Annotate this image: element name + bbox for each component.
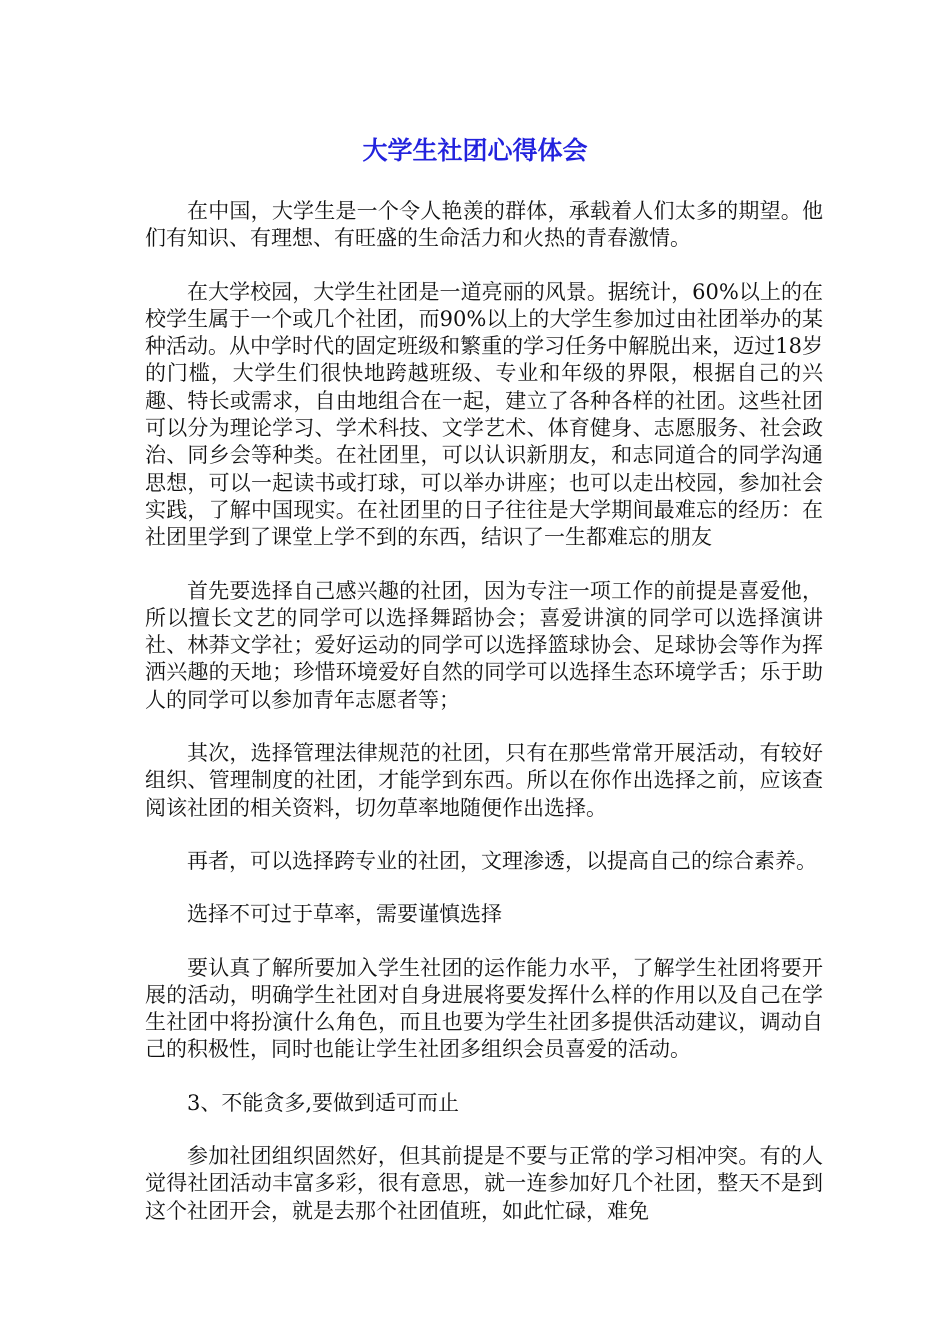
paragraph-heading-moderation: 3、不能贪多,要做到适可而止 [187, 1090, 460, 1115]
paragraph-understand-club: 要认真了解所要加入学生社团的运作能力水平，了解学生社团将要开展的活动，明确学生社团对自身进展将要发挥什么样的作用以及自己在学生社团中将扮演什么角色，而且也要为学生社团多提供活动建议，调动自己的积极性，同时也能让学生社团多组织会员喜爱的活动。 [145, 955, 823, 1062]
paragraph-cross-discipline: 再者，可以选择跨专业的社团，文理渗透，以提高自己的综合素养。 [187, 848, 817, 873]
paragraph-heading-careful: 选择不可过于草率，需要谨慎选择 [187, 902, 502, 927]
paragraph-campus-clubs: 在大学校园，大学生社团是一道亮丽的风景。据统计，60%以上的在校学生属于一个或几个社团，而90%以上的大学生参加过由社团举办的某种活动。从中学时代的固定班级和繁重的学习任务中解脱出来，迈过18岁的门槛，大学生们很快地跨越班级、专业和年级的界限，根据自己的兴趣、特长或需求，自由地组合在一起，建立了各种各样的社团。这些社团可以分为理论学习、学术科技、文学艺术、体育健身、志愿服务、社会政治、同乡会等种类。在社团里，可以认识新朋友，和志同道合的同学沟通思想，可以一起读书或打球，可以举办讲座；也可以走出校园，参加社会实践，了解中国现实。在社团里的日子往往是大学期间最难忘的经历：在社团里学到了课堂上学不到的东西，结识了一生都难忘的朋友 [145, 279, 823, 550]
paragraph-study-conflict: 参加社团组织固然好，但其前提是不要与正常的学习相冲突。有的人觉得社团活动丰富多彩，很有意思，就一连参加好几个社团，整天不是到这个社团开会，就是去那个社团值班，如此忙碌，难免 [145, 1144, 823, 1223]
paragraph-choose-interest: 首先要选择自己感兴趣的社团，因为专注一项工作的前提是喜爱他，所以擅长文艺的同学可以选择舞蹈协会；喜爱讲演的同学可以选择演讲社、林莽文学社；爱好运动的同学可以选择篮球协会、足球协会等作为挥洒兴趣的天地；珍惜环境爱好自然的同学可以选择生态环境学舌；乐于助人的同学可以参加青年志愿者等； [145, 578, 823, 712]
paragraph-intro: 在中国，大学生是一个令人艳羡的群体，承载着人们太多的期望。他们有知识、有理想、有旺盛的生命活力和火热的青春激情。 [145, 199, 823, 251]
document-body [145, 198, 823, 1251]
paragraph-choose-managed: 其次，选择管理法律规范的社团，只有在那些常常开展活动，有较好组织、管理制度的社团，才能学到东西。所以在你作出选择之前，应该查阅该社团的相关资料，切勿草率地随便作出选择。 [145, 741, 823, 820]
document-title: 大学生社团心得体会 [362, 136, 588, 165]
